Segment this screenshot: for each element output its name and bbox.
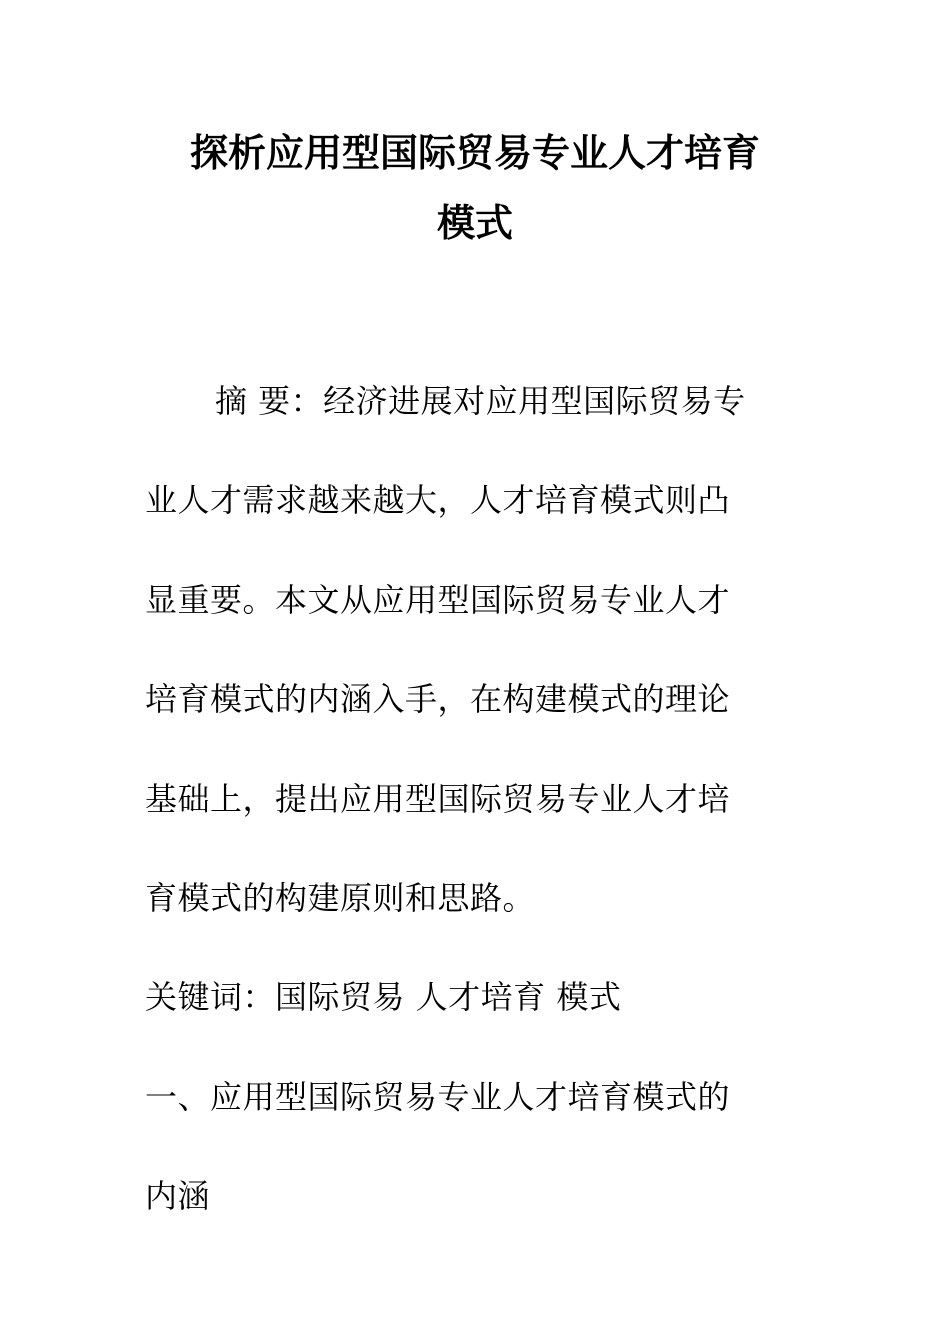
abstract-line-1: 摘 要：经济进展对应用型国际贸易专 <box>215 382 746 420</box>
abstract-line-4: 培育模式的内涵入手，在构建模式的理论 <box>145 680 731 718</box>
abstract-line-5: 基础上，提出应用型国际贸易专业人才培 <box>145 780 731 818</box>
abstract-line-3: 显重要。本文从应用型国际贸易专业人才 <box>145 581 731 619</box>
title-line-1: 探析应用型国际贸易专业人才培育 <box>189 131 760 175</box>
keywords-line: 关键词：国际贸易 人才培育 模式 <box>145 978 622 1016</box>
abstract-line-6: 育模式的构建原则和思路。 <box>145 879 536 917</box>
section-heading-line-1: 一、应用型国际贸易专业人才培育模式的 <box>145 1078 731 1116</box>
document-title <box>150 118 800 258</box>
title-line-2: 模式 <box>436 201 513 245</box>
abstract-line-2: 业人才需求越来越大，人才培育模式则凸 <box>145 481 731 519</box>
section-heading-line-2: 内涵 <box>145 1177 211 1215</box>
